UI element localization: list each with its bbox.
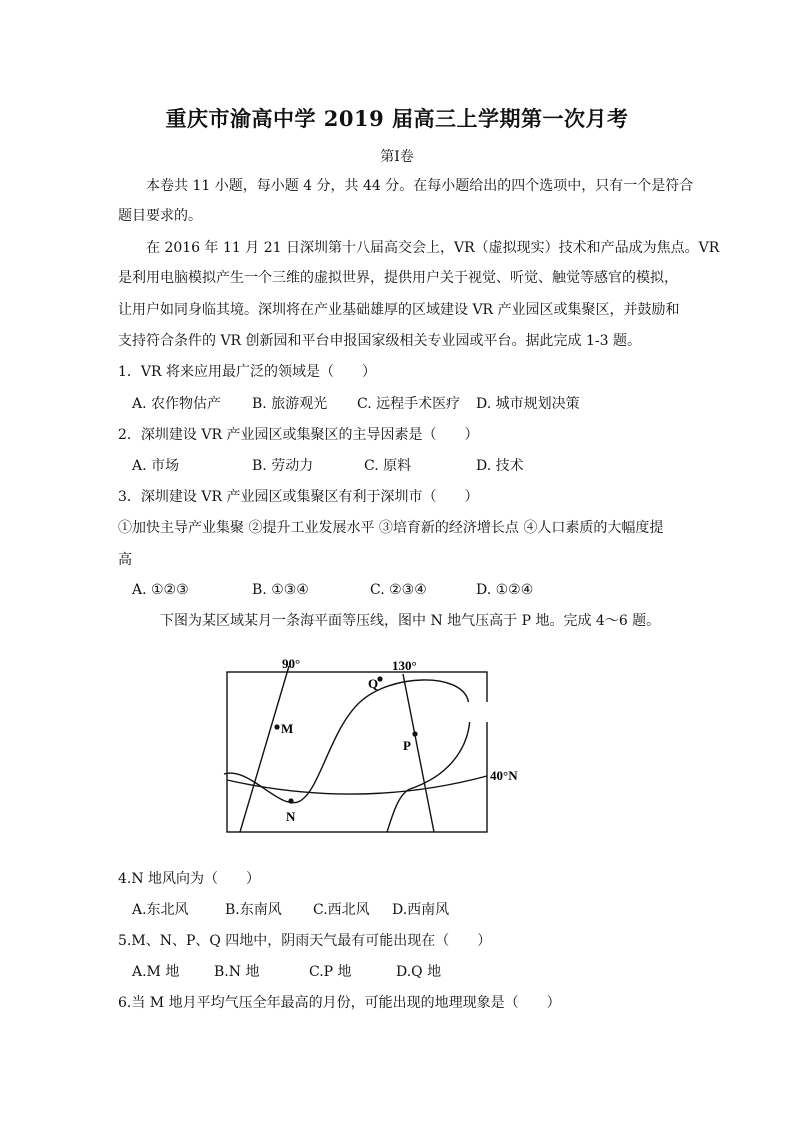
label-p: P — [403, 738, 411, 753]
option: D.西南风 — [392, 902, 450, 918]
question-line: 高 — [118, 552, 132, 568]
passage-line: 是利用电脑模拟产生一个三维的虚拟世界，提供用户关于视觉、听觉、触觉等感官的模拟， — [118, 270, 678, 286]
point-m — [274, 724, 279, 729]
option: D. ①②④ — [476, 582, 534, 598]
lat-40n-label: 40°N — [490, 768, 518, 783]
option: B. 旅游观光 — [252, 396, 328, 412]
intro-line: 本卷共 11 小题，每小题 4 分，共 44 分。在每小题给出的四个选项中，只有一个是符合 — [146, 178, 694, 194]
option: A. 农作物估产 — [132, 396, 222, 412]
question-stem: 1．VR 将来应用最广泛的领域是（ ） — [118, 364, 377, 380]
map-frame — [227, 672, 487, 832]
isobar-map — [210, 652, 540, 842]
passage-line: 支持符合条件的 VR 创新园和平台申报国家级相关专业园或平台。据此完成 1-3 题。 — [118, 333, 641, 349]
passage-line: 让用户如同身临其境。深圳将在产业基础雄厚的区域建设 VR 产业园区或集聚区，并鼓励和 — [118, 302, 680, 318]
option: A.M 地 — [132, 964, 180, 980]
question-line: ①加快主导产业集聚 ②提升工业发展水平 ③培育新的经济增长点 ④人口素质的大幅度提 — [118, 520, 664, 536]
option: B. 劳动力 — [252, 458, 314, 474]
option: A.东北风 — [132, 902, 189, 918]
question-stem: 5.M、N、P、Q 四地中，阴雨天气最有可能出现在（ ） — [118, 933, 492, 949]
latitude-40n-line — [227, 776, 487, 794]
option: D. 城市规划决策 — [476, 396, 580, 412]
question-stem: 6.当 M 地月平均气压全年最高的月份，可能出现的地理现象是（ ） — [118, 995, 561, 1011]
label-q: Q — [368, 676, 379, 691]
meridian-130-line — [403, 674, 434, 832]
lon-90-label: 90° — [282, 656, 301, 671]
option: A. ①②③ — [132, 582, 189, 598]
question-stem: 3．深圳建设 VR 产业园区或集聚区有利于深圳市（ ） — [118, 489, 479, 505]
question-stem: 2．深圳建设 VR 产业园区或集聚区的主导因素是（ ） — [118, 427, 479, 443]
passage-line: 下图为某区域某月一条海平面等压线，图中 N 地气压高于 P 地。完成 4～6 题。 — [160, 613, 661, 629]
question-stem: 4.N 地风向为（ ） — [118, 871, 261, 887]
point-n — [288, 798, 293, 803]
option: D.Q 地 — [396, 964, 442, 980]
isobar-line — [224, 680, 470, 832]
option: A. 市场 — [132, 458, 180, 474]
meridian-90-line — [240, 666, 289, 832]
option: C. ②③④ — [370, 582, 427, 598]
point-p — [412, 731, 417, 736]
option: C.P 地 — [309, 964, 352, 980]
option: D. 技术 — [476, 458, 524, 474]
option: B.东南风 — [225, 902, 282, 918]
option: C.西北风 — [313, 902, 370, 918]
option: B. ①③④ — [252, 582, 309, 598]
lon-130-label: 130° — [392, 658, 417, 673]
passage-line: 在 2016 年 11 月 21 日深圳第十八届高交会上，VR（虚拟现实）技术和产品成为焦点。VR — [146, 240, 720, 256]
option: C. 远程手术医疗 — [357, 396, 461, 412]
option: C. 原料 — [364, 458, 412, 474]
intro-line: 题目要求的。 — [118, 208, 202, 224]
page-title: 重庆市渝高中学 2019 届高三上学期第一次月考 — [165, 106, 629, 131]
point-q — [377, 676, 382, 681]
label-m: M — [281, 721, 294, 736]
section-heading: 第Ⅰ卷 — [380, 149, 414, 165]
option: B.N 地 — [214, 964, 260, 980]
label-n: N — [286, 809, 296, 824]
whiteout-patch — [453, 702, 493, 722]
